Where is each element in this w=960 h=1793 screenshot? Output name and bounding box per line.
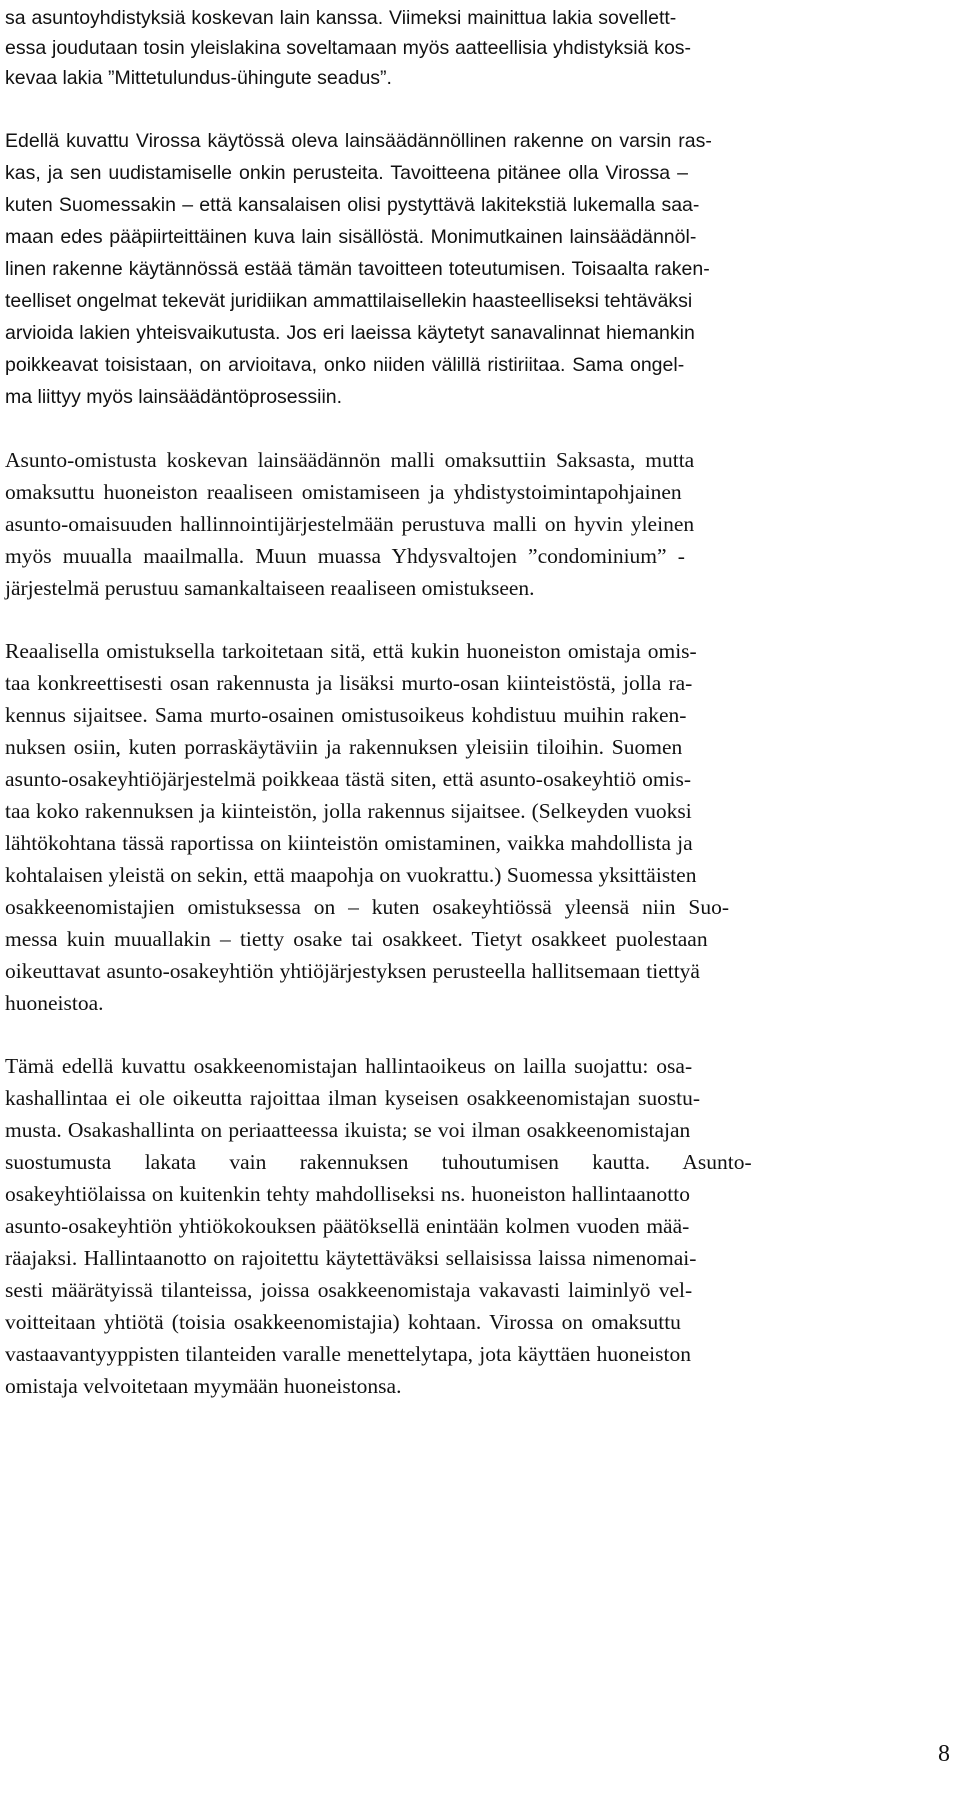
text-line: essa joudutaan tosin yleislakina soveltamaan myös aatteellisia yhdistyksiä kos-	[5, 37, 692, 59]
text-line: sesti määrätyissä tilanteissa, joissa osakkeenomistaja vakavasti laiminlyö vel-	[5, 1278, 693, 1302]
text-line: sa asuntoyhdistyksiä koskevan lain kanssa. Viimeksi mainittua lakia sovellett-	[5, 7, 677, 29]
text-line: linen rakenne käytännössä estää tämän tavoitteen toteutumisen. Toisaalta raken-	[5, 258, 710, 280]
text-line: kuten Suomessakin – että kansalaisen olisi pystyttävä lakitekstiä lukemalla saa-	[5, 194, 700, 216]
text-line: nuksen osiin, kuten porraskäytäviin ja rakennuksen yleisiin tiloihin. Suomen	[5, 735, 683, 759]
text-line: huoneistoa.	[5, 991, 104, 1015]
text-line: räajaksi. Hallintaanotto on rajoitettu käytettäväksi sellaisissa laissa nimenomai-	[5, 1246, 697, 1270]
text-line: taa koko rakennuksen ja kiinteistön, jolla rakennus sijaitsee. (Selkeyden vuoksi	[5, 799, 692, 823]
text-line: asunto-osakeyhtiöjärjestelmä poikkeaa tästä siten, että asunto-osakeyhtiö omis-	[5, 767, 692, 791]
text-line: Asunto-omistusta koskevan lainsäädännön malli omaksuttiin Saksasta, mutta	[5, 448, 695, 472]
text-line: taa konkreettisesti osan rakennusta ja lisäksi murto-osan kiinteistöstä, jolla ra-	[5, 671, 693, 695]
text-line: arvioida lakien yhteisvaikutusta. Jos eri laeissa käytetyt sanavalinnat hiemankin	[5, 322, 695, 344]
text-line: suostumusta lakata vain rakennuksen tuhoutumisen kautta. Asunto-	[5, 1150, 752, 1174]
text-line: kennus sijaitsee. Sama murto-osainen omistusoikeus kohdistuu muihin raken-	[5, 703, 687, 727]
page-number: 8	[938, 1741, 950, 1767]
text-line: järjestelmä perustuu samankaltaiseen reaaliseen omistukseen.	[5, 576, 535, 600]
text-line: musta. Osakashallinta on periaatteessa ikuista; se voi ilman osakkeenomistajan	[5, 1118, 691, 1142]
text-line: omistaja velvoitetaan myymään huoneistonsa.	[5, 1374, 402, 1398]
text-line: asunto-osakeyhtiön yhtiökokouksen päätöksellä enintään kolmen vuoden mää-	[5, 1214, 690, 1238]
text-line: osakeyhtiölaissa on kuitenkin tehty mahdolliseksi ns. huoneiston hallintaanotto	[5, 1182, 690, 1206]
text-line: Reaalisella omistuksella tarkoitetaan sitä, että kukin huoneiston omistaja omis-	[5, 639, 697, 663]
text-line: lähtökohtana tässä raportissa on kiinteistön omistaminen, vaikka mahdollista ja	[5, 831, 693, 855]
text-line: Tämä edellä kuvattu osakkeenomistajan hallintaoikeus on lailla suojattu: osa-	[5, 1054, 693, 1078]
text-line: omaksuttu huoneiston reaaliseen omistamiseen ja yhdistystoimintapohjainen	[5, 480, 682, 504]
text-line: kevaa lakia ”Mittetulundus-ühingute seadus”.	[5, 67, 392, 89]
text-line: kas, ja sen uudistamiselle onkin perusteita. Tavoitteena pitänee olla Virossa –	[5, 162, 689, 184]
text-line: voitteitaan yhtiötä (toisia osakkeenomistajia) kohtaan. Virossa on omaksuttu	[5, 1310, 681, 1334]
text-line: kashallintaa ei ole oikeutta rajoittaa ilman kyseisen osakkeenomistajan suostu-	[5, 1086, 701, 1110]
text-line: messa kuin muuallakin – tietty osake tai osakkeet. Tietyt osakkeet puolestaan	[5, 927, 708, 951]
text-line: Edellä kuvattu Virossa käytössä oleva lainsäädännöllinen rakenne on varsin ras-	[5, 130, 712, 152]
text-line: osakkeenomistajien omistuksessa on – kuten osakeyhtiössä yleensä niin Suo-	[5, 895, 730, 919]
text-line: ma liittyy myös lainsäädäntöprosessiin.	[5, 386, 343, 408]
text-line: maan edes pääpiirteittäinen kuva lain sisällöstä. Monimutkainen lainsäädännöl-	[5, 226, 697, 248]
text-line: kohtalaisen yleistä on sekin, että maapohja on vuokrattu.) Suomessa yksittäisten	[5, 863, 697, 887]
text-line: oikeuttavat asunto-osakeyhtiön yhtiöjärjestyksen perusteella hallitsemaan tiettyä	[5, 959, 700, 983]
text-line: vastaavantyyppisten tilanteiden varalle menettelytapa, jota käyttäen huoneiston	[5, 1342, 691, 1366]
text-line: poikkeavat toisistaan, on arvioitava, onko niiden välillä ristiriitaa. Sama ongel-	[5, 354, 685, 376]
text-line: teelliset ongelmat tekevät juridiikan ammattilaisellekin haasteelliseksi tehtäväksi	[5, 290, 693, 312]
text-line: asunto-omaisuuden hallinnointijärjestelmään perustuva malli on hyvin yleinen	[5, 512, 695, 536]
text-line: myös muualla maailmalla. Muun muassa Yhdysvaltojen ”condominium” -	[5, 544, 685, 568]
